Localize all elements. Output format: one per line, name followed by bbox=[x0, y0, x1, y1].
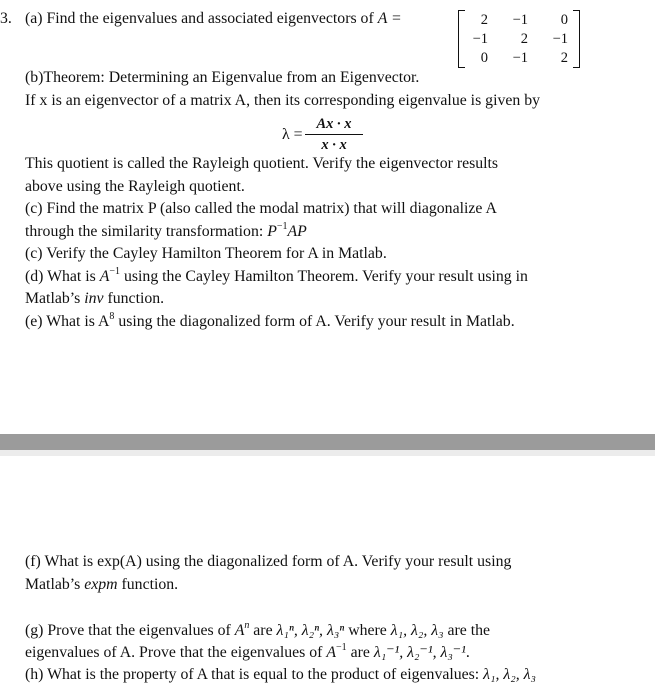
part-e-text: (e) What is $A^8$ using the diagonalized form of A. Verify your result in Matlab. bbox=[25, 311, 515, 330]
part-b-line1: If x is an eigenvector of a matrix A, then its corresponding eigenvalue is given by bbox=[25, 92, 541, 109]
matrix-cell: −1 bbox=[512, 50, 528, 66]
part-b-line2: This quotient is called the Rayleigh quotient. Verify the eigenvector results bbox=[25, 155, 499, 172]
part-d-line2: Matlab’s inv function. bbox=[25, 290, 165, 307]
fraction-bar bbox=[305, 134, 363, 135]
part-h-text: (h) What is the property of A that is equal to the product of eigenvalues: λ₁, λ₂, λ₃ bbox=[25, 666, 536, 683]
part-b-line3: above using the Rayleigh quotient. bbox=[25, 178, 245, 195]
question-number: 3. bbox=[0, 10, 12, 27]
matrix-cell: −1 bbox=[472, 31, 488, 47]
matrix-cell: −1 bbox=[552, 31, 568, 47]
lambda-equals: λ = bbox=[282, 126, 303, 143]
part-g-line2: eigenvalues of A. Prove that the eigenvalues of $A^{-1}$ are λ₁⁻¹, λ₂⁻¹, λ₃⁻¹. bbox=[25, 642, 470, 661]
part-f-line1: (f) What is exp(A) using the diagonalized form of A. Verify your result using bbox=[25, 553, 512, 570]
part-c-line1: (c) Find the matrix P (also called the modal matrix) that will diagonalize A bbox=[25, 200, 497, 217]
part-b-heading: (b)Theorem: Determining an Eigenvalue from an Eigenvector. bbox=[25, 69, 420, 86]
part-c-line2: through the similarity transformation: $P^{-1}AP$ bbox=[25, 221, 307, 240]
matrix-cell: 0 bbox=[560, 12, 568, 28]
page-divider-shade bbox=[0, 450, 655, 456]
right-bracket bbox=[573, 10, 580, 68]
part-f-line2: Matlab’s expm function. bbox=[25, 576, 179, 593]
part-d-line1: (d) What is $A^{-1}$ using the Cayley Hamilton Theorem. Verify your result using in bbox=[25, 266, 528, 285]
rayleigh-fraction bbox=[305, 115, 363, 154]
matrix-cell: 2 bbox=[560, 50, 568, 66]
part-g-line1: (g) Prove that the eigenvalues of $A^n$ are λ₁ⁿ, λ₂ⁿ, λ₃ⁿ where λ₁, λ₂, λ₃ are the bbox=[25, 620, 491, 639]
matrix-cell: 0 bbox=[480, 50, 488, 66]
part-c2-text: (c) Verify the Cayley Hamilton Theorem for A in Matlab. bbox=[25, 245, 387, 262]
fraction-numerator: Ax · x bbox=[316, 116, 352, 132]
matrix-A bbox=[458, 10, 580, 68]
fraction-denominator: x · x bbox=[321, 137, 347, 153]
page-divider bbox=[0, 434, 655, 450]
matrix-cell: 2 bbox=[480, 12, 488, 28]
matrix-cell: −1 bbox=[512, 12, 528, 28]
matrix-cell: 2 bbox=[520, 31, 528, 47]
part-a-text: (a) Find the eigenvalues and associated eigenvectors of A = bbox=[25, 10, 402, 27]
matrix-label: A = bbox=[377, 10, 402, 27]
